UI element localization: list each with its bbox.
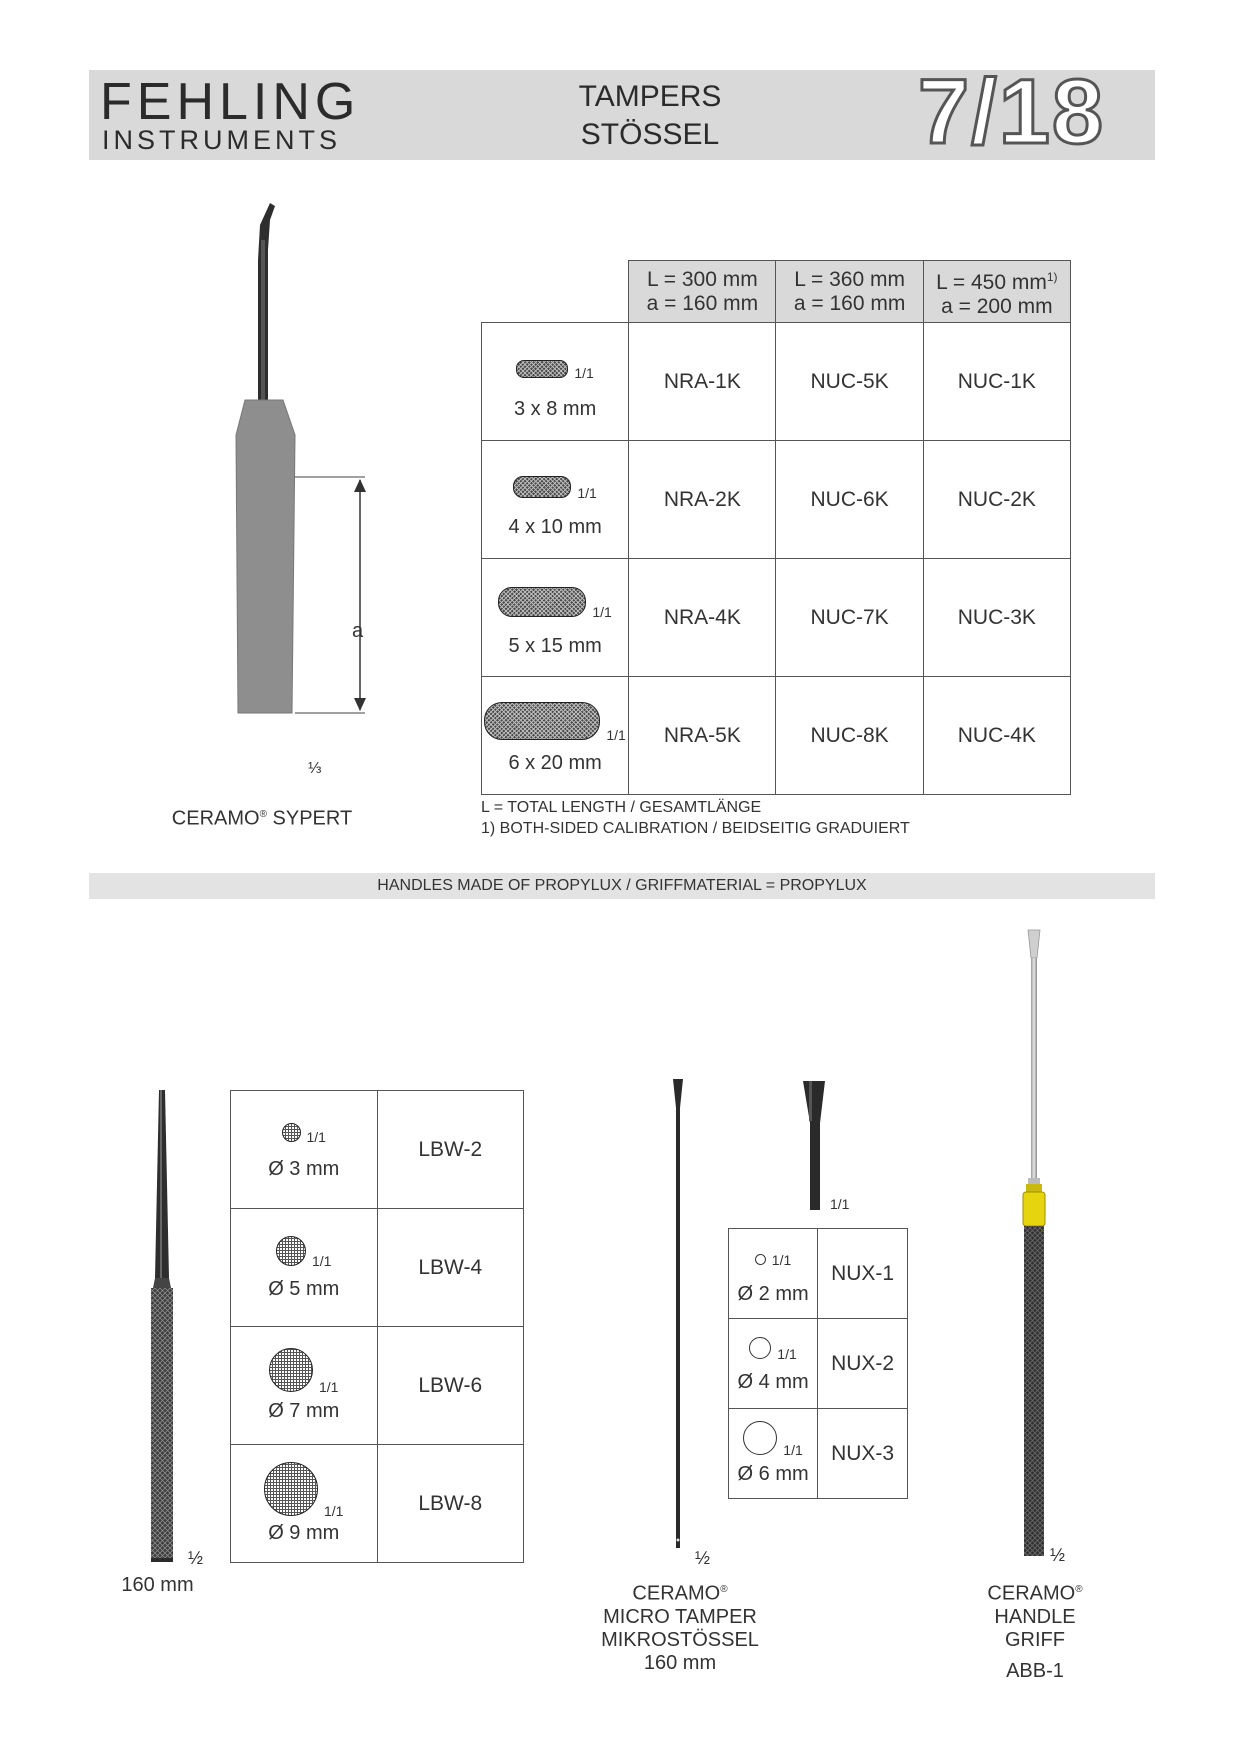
ring-icon bbox=[749, 1337, 771, 1359]
lbw-table bbox=[230, 1090, 524, 1563]
mesh-ball-icon bbox=[276, 1236, 306, 1266]
oval-mesh-icon bbox=[513, 476, 571, 498]
table-row bbox=[231, 1209, 524, 1327]
size-cell bbox=[729, 1319, 818, 1409]
mesh-ball-icon bbox=[269, 1348, 313, 1392]
scale-label: 1/1 bbox=[318, 1379, 339, 1395]
tamper-table bbox=[481, 260, 1071, 795]
size-cell bbox=[729, 1229, 818, 1319]
handle-caption: CERAMO® HANDLE GRIFF bbox=[987, 1582, 1083, 1651]
scale-label: 1/1 bbox=[771, 1252, 792, 1268]
table-row bbox=[482, 677, 1071, 795]
header-cell: L = 300 mm a = 160 mm bbox=[629, 261, 776, 323]
size-cell bbox=[231, 1327, 378, 1445]
table-row bbox=[729, 1409, 908, 1499]
table-row bbox=[231, 1445, 524, 1563]
scale-label: 1/1 bbox=[306, 1128, 326, 1145]
micro-tip-scale: 1/1 bbox=[830, 1196, 850, 1212]
scale-label: 1/1 bbox=[574, 365, 594, 381]
table-row bbox=[482, 441, 1071, 559]
table-corner bbox=[482, 261, 629, 323]
brand-subtitle: INSTRUMENTS bbox=[102, 125, 341, 155]
code-cell: NRA-1K bbox=[629, 323, 776, 441]
sypert-scale: ⅓ bbox=[308, 760, 322, 777]
code-cell: NUC-4K bbox=[923, 677, 1070, 795]
ring-icon bbox=[743, 1421, 777, 1455]
scale-label: 1/1 bbox=[606, 727, 626, 743]
size-cell bbox=[231, 1091, 378, 1209]
header-cell: L = 450 $mm^{1)}$ a = 200 mm bbox=[923, 261, 1070, 323]
size-label: 6 x 20 mm bbox=[508, 752, 602, 774]
micro-tip-detail-illustration bbox=[800, 1078, 830, 1213]
code-cell: NUC-6K bbox=[776, 441, 923, 559]
size-label: Ø 2 mm bbox=[737, 1283, 809, 1305]
size-label: 5 x 15 mm bbox=[508, 635, 602, 657]
mesh-ball-icon bbox=[282, 1123, 301, 1142]
oval-mesh-icon bbox=[516, 360, 568, 378]
handle-material-banner: HANDLES MADE OF PROPYLUX / GRIFFMATERIAL = PROPYLUX bbox=[89, 873, 1155, 899]
size-label: 4 x 10 mm bbox=[508, 516, 602, 538]
scale-label: 1/1 bbox=[323, 1503, 344, 1519]
table-row bbox=[231, 1091, 524, 1209]
micro-caption: CERAMO® MICRO TAMPER MIKROSTÖSSEL 160 mm bbox=[601, 1582, 759, 1674]
code-cell: NUC-2K bbox=[923, 441, 1070, 559]
scale-label: 1/1 bbox=[577, 485, 597, 501]
scale-label: 1/1 bbox=[783, 1442, 803, 1458]
mesh-ball-icon bbox=[264, 1462, 318, 1516]
table-row bbox=[482, 323, 1071, 441]
code-cell: NUC-8K bbox=[776, 677, 923, 795]
page-title-en: TAMPERS bbox=[578, 80, 722, 113]
micro-scale: ½ bbox=[695, 1548, 711, 1568]
size-label: Ø 3 mm bbox=[268, 1157, 340, 1180]
oval-mesh-icon bbox=[498, 587, 586, 617]
size-cell bbox=[482, 441, 629, 559]
page-title-de: STÖSSEL bbox=[580, 118, 720, 151]
header-cell: L = 360 mm a = 160 mm bbox=[776, 261, 923, 323]
code-cell: NRA-2K bbox=[629, 441, 776, 559]
table-row bbox=[231, 1327, 524, 1445]
code-cell: NUC-3K bbox=[923, 559, 1070, 677]
note-total-length: L = TOTAL LENGTH / GESAMTLÄNGE bbox=[481, 799, 762, 816]
page-number: 7/18 bbox=[918, 61, 1106, 163]
dimension-a-label: a bbox=[352, 620, 364, 642]
size-label: Ø 9 mm bbox=[268, 1522, 340, 1544]
code-cell: NRA-4K bbox=[629, 559, 776, 677]
scale-label: 1/1 bbox=[777, 1346, 797, 1362]
lbw-scale: ½ bbox=[188, 1548, 204, 1568]
code-cell: NUX-2 bbox=[818, 1319, 908, 1409]
handle-scale: ½ bbox=[1050, 1545, 1066, 1565]
code-cell: NUC-7K bbox=[776, 559, 923, 677]
size-label: Ø 6 mm bbox=[737, 1463, 809, 1485]
lbw-instrument-illustration bbox=[140, 1088, 190, 1568]
size-cell bbox=[482, 323, 629, 441]
table-row bbox=[729, 1229, 908, 1319]
size-cell bbox=[482, 559, 629, 677]
oval-mesh-icon bbox=[484, 702, 600, 740]
note-calibration: 1) BOTH-SIDED CALIBRATION / BEIDSEITIG GRADUIERT bbox=[481, 820, 910, 837]
nux-table bbox=[728, 1228, 908, 1499]
code-cell: NUX-1 bbox=[818, 1229, 908, 1319]
code-cell: LBW-2 bbox=[377, 1091, 524, 1209]
size-cell bbox=[231, 1209, 378, 1327]
ring-icon bbox=[755, 1254, 766, 1265]
code-cell: NUX-3 bbox=[818, 1409, 908, 1499]
brand-name: FEHLING bbox=[100, 73, 361, 131]
table-row bbox=[482, 559, 1071, 677]
micro-tamper-illustration bbox=[665, 1078, 695, 1558]
scale-label: 1/1 bbox=[311, 1253, 332, 1269]
size-cell bbox=[482, 677, 629, 795]
lbw-length: 160 mm bbox=[121, 1574, 194, 1596]
size-cell bbox=[729, 1409, 818, 1499]
code-cell: NUC-1K bbox=[923, 323, 1070, 441]
handle-code: ABB-1 bbox=[1006, 1660, 1064, 1682]
table-row bbox=[729, 1319, 908, 1409]
size-label: Ø 4 mm bbox=[737, 1371, 809, 1393]
code-cell: LBW-8 bbox=[377, 1445, 524, 1563]
sypert-instrument-illustration bbox=[200, 200, 400, 720]
code-cell: LBW-6 bbox=[377, 1327, 524, 1445]
handle-illustration bbox=[1010, 928, 1060, 1568]
code-cell: NRA-5K bbox=[629, 677, 776, 795]
sypert-caption: CERAMO® SYPERT bbox=[171, 807, 353, 830]
scale-label: 1/1 bbox=[592, 604, 612, 620]
size-label: 3 x 8 mm bbox=[514, 398, 597, 420]
size-label: Ø 5 mm bbox=[268, 1278, 340, 1300]
code-cell: LBW-4 bbox=[377, 1209, 524, 1327]
size-label: Ø 7 mm bbox=[268, 1400, 340, 1422]
size-cell bbox=[231, 1445, 378, 1563]
code-cell: NUC-5K bbox=[776, 323, 923, 441]
